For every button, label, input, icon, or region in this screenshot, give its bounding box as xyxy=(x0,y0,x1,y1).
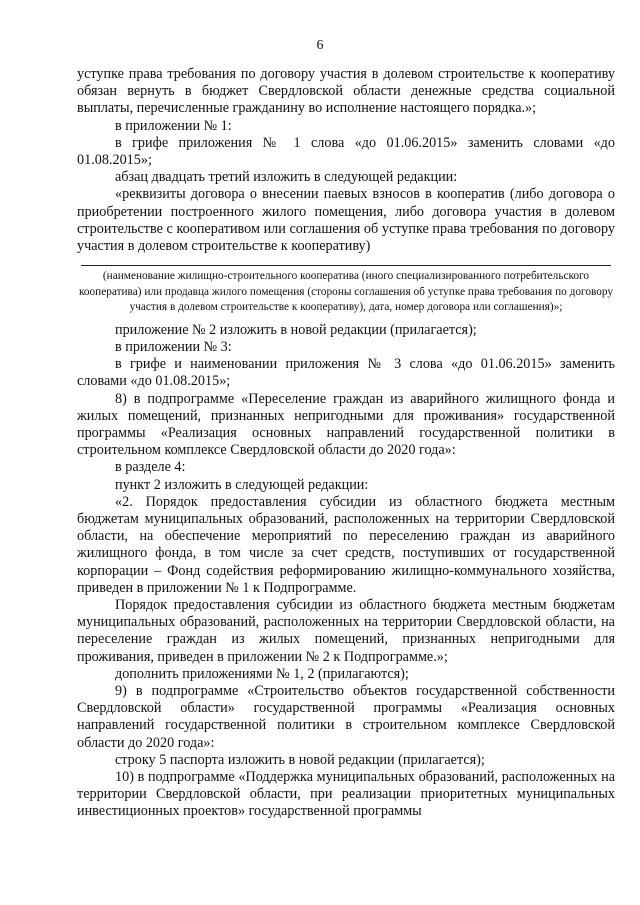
paragraph-procedure-2: Порядок предоставления субсидии из областного бюджета местным бюджетам муниципальных образований, расположенных на территории Свердловской области, на переселение граждан из жилых помещений, признанных непригодными для проживания, приведен в приложении № 2 к Подпрограмме.»; xyxy=(77,596,615,665)
paragraph-requisites: «реквизиты договора о внесении паевых взносов в кооператив (либо договора о приобретении построенного жилого помещения, либо договора участия в долевом строительстве с кооперативом или соглашения об уступке права требования по договору участия в долевом строительстве к кооперативу) xyxy=(77,186,615,255)
paragraph-item-10: 10) в подпрограмме «Поддержка муниципальных образований, расположенных на территории Свердловской области, при реализации приоритетных муниципальных инвестиционных проектов» государственной программы xyxy=(77,769,615,820)
paragraph-appendix-1-heading: в приложении № 1: xyxy=(115,117,232,134)
paragraph-appendix-2: приложение № 2 изложить в новой редакции (прилагается); xyxy=(115,321,477,338)
paragraph-procedure-1: «2. Порядок предоставления субсидии из областного бюджета местным бюджетам муниципальных образований, расположенных на территории Свердловской области, на обеспечение мероприятий по переселению граждан из аварийного жилищного фонда, в том числе за счет средств, поступивших от государственной корпорации – Фонд содействия реформированию жилищно-коммунального хозяйства, приведен в приложении № 1 к Подпрограмме. xyxy=(77,493,615,596)
paragraph-point-2: пункт 2 изложить в следующей редакции: xyxy=(115,476,369,493)
paragraph-appendix-1-stamp: в грифе приложения № 1 слова «до 01.06.2015» заменить словами «до 01.08.2015»; xyxy=(77,134,615,169)
paragraph-appendix-3-stamp: в грифе и наименовании приложения № 3 слова «до 01.06.2015» заменить словами «до 01.08.2015»; xyxy=(77,356,615,390)
paragraph-passport-row-5: строку 5 паспорта изложить в новой редакции (прилагается); xyxy=(115,751,485,768)
paragraph-supplement: дополнить приложениями № 1, 2 (прилагаются); xyxy=(115,665,409,682)
signature-field-block xyxy=(77,265,615,316)
page-number: 6 xyxy=(316,38,324,53)
paragraph-abzac-23: абзац двадцать третий изложить в следующей редакции: xyxy=(115,169,458,186)
paragraph-item-9: 9) в подпрограмме «Строительство объектов государственной собственности Свердловской области» государственной программы «Реализация основных направлений государственной политики в строительном комплексе Свердловской области до 2020 года»: xyxy=(77,683,615,751)
paragraph-section-4: в разделе 4: xyxy=(115,459,186,476)
paragraph-appendix-3-heading: в приложении № 3: xyxy=(115,338,232,355)
paragraph-continuation: уступке права требования по договору участия в долевом строительстве к кооперативу обязан вернуть в бюджет Свердловской области денежные средства социальной выплаты, перечисленные гражданину во исполнение настоящего порядка.»; xyxy=(77,66,615,117)
paragraph-item-8: 8) в подпрограмме «Переселение граждан из аварийного жилищного фонда и жилых помещений, признанных непригодными для проживания» государственной программы «Реализация основных направлений государственной политики в строительном комплексе Свердловской области до 2020 года»: xyxy=(77,390,615,459)
fill-in-line xyxy=(81,265,611,266)
field-caption-note: (наименование жилищно-строительного кооператива (иного специализированного потребительского кооператива) или продавца жилого помещения (стороны соглашения об уступке права требования по договору участия в долевом строительстве к кооперативу), дата, номер договора или соглашения)»; xyxy=(78,270,614,314)
document-body xyxy=(77,66,615,821)
